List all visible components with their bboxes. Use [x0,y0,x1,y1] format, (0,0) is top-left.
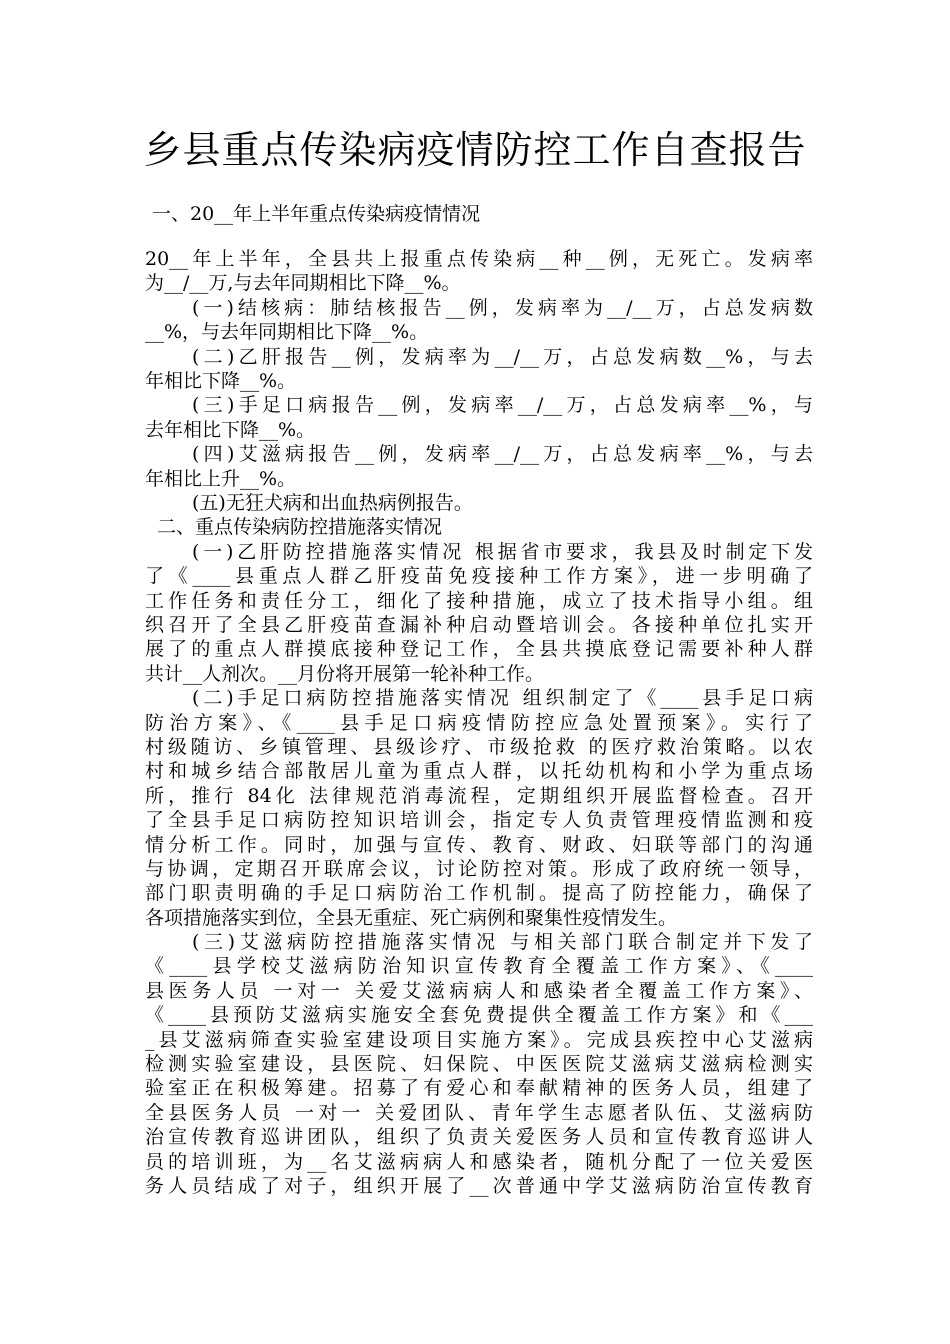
body-text-line: (四)艾滋病报告__例，发病率__/__万，占总发病率__%，与去 [192,443,813,466]
body-text-line: 织召开了全县乙肝疫苗查漏补种启动暨培训会。各接种单位扎实开 [145,613,813,636]
body-text-line: 情分析工作。同时，加强与宣传、教育、财政、妇联等部门的沟通 [145,833,813,856]
body-text-line: (二)手足口病防控措施落实情况 组织制定了《____县手足口病 [192,687,813,710]
body-text-line: (三)手足口病报告__例，发病率__/__万，占总发病率__%，与 [192,394,813,417]
body-text-line: (一)结核病：肺结核报告__例，发病率为__/__万，占总发病数 [192,296,813,319]
body-text-line: 验室正在积极筹建。招募了有爱心和奉献精神的医务人员，组建了 [145,1077,813,1100]
body-text-line: 务人员结成了对子，组织开展了__次普通中学艾滋病防治宣传教育 [145,1174,813,1197]
body-text-line: (五)无狂犬病和出血热病例报告。 [192,491,473,514]
body-text-line: (三)艾滋病防控措施落实情况 与相关部门联合制定并下发了 [192,931,813,954]
body-text-line: 与协调，定期召开联席会议，讨论防控对策。形成了政府统一领导， [145,857,813,880]
body-text-line: 村和城乡结合部散居儿童为重点人群，以托幼机构和小学为重点场 [145,760,813,783]
body-text-line: 检测实验室建设，县医院、妇保院、中医医院艾滋病艾滋病检测实 [145,1053,813,1076]
body-text-line: 了《____县重点人群乙肝疫苗免疫接种工作方案》，进一步明确了 [145,565,813,588]
body-text-line: 20__年上半年，全县共上报重点传染病__种__例，无死亡。发病率 [145,248,813,270]
document-body [145,247,813,1198]
section-heading-1: 一、20__年上半年重点传染病疫情情况 [152,203,481,225]
body-text-line: 共计__人剂次。__月份将开展第一轮补种工作。 [145,662,545,685]
body-text-line: 防治方案》、《____县手足口病疫情防控应急处置预案》。实行了 [145,711,813,734]
body-text-line: 展了的重点人群摸底接种登记工作，全县共摸底登记需要补种人群 [145,638,813,661]
body-text-line: 去年相比下降__%。 [145,418,316,441]
body-text-line: 了全县手足口病防控知识培训会，指定专人负责管理疫情监测和疫 [145,809,813,832]
body-text-line: (二)乙肝报告__例，发病率为__/__万，占总发病数__%，与去 [192,345,813,368]
section-heading-2: 二、重点传染病防控措施落实情况 [157,516,443,539]
body-text-line: _县艾滋病筛查实验室建设项目实施方案》。完成县疾控中心艾滋病 [145,1028,813,1051]
body-text-line: 员的培训班，为__名艾滋病病人和感染者，随机分配了一位关爱医 [145,1150,813,1173]
body-text-line: 所，推行 84化 法律规范消毒流程，定期组织开展监督检查。召开 [145,784,813,807]
document-title: 乡县重点传染病疫情防控工作自查报告 [143,128,807,172]
body-text-line: 县医务人员 一对一 关爱艾滋病病人和感染者全覆盖工作方案》、 [145,979,813,1002]
body-text-line: 工作任务和责任分工，细化了接种措施，成立了技术指导小组。组 [145,589,813,612]
body-text-line: 部门职责明确的手足口病防治工作机制。提高了防控能力，确保了 [145,882,813,905]
body-text-line: 《____县学校艾滋病防治知识宣传教育全覆盖工作方案》、《____ [145,955,813,978]
body-text-line: 村级随访、乡镇管理、县级诊疗、市级抢救 的医疗救治策略。以农 [145,735,813,758]
body-text-line: 为__/__万,与去年同期相比下降__%。 [145,272,461,295]
body-text-line: 全县医务人员 一对一 关爱团队、青年学生志愿者队伍、艾滋病防 [145,1101,813,1124]
body-text-line: 《____县预防艾滋病实施安全套免费提供全覆盖工作方案》和《___ [145,1004,813,1027]
body-text-line: 年相比上升__%。 [145,467,297,490]
body-text-line: 治宣传教育巡讲团队，组织了负责关爱医务人员和宣传教育巡讲人 [145,1126,813,1149]
body-text-line: 各项措施落实到位，全县无重症、死亡病例和聚集性疫情发生。 [145,906,678,929]
body-text-line: __%，与去年同期相比下降__%。 [145,321,429,344]
body-text-line: (一)乙肝防控措施落实情况 根据省市要求，我县及时制定下发 [192,540,813,563]
body-text-line: 年相比下降__%。 [145,369,297,392]
